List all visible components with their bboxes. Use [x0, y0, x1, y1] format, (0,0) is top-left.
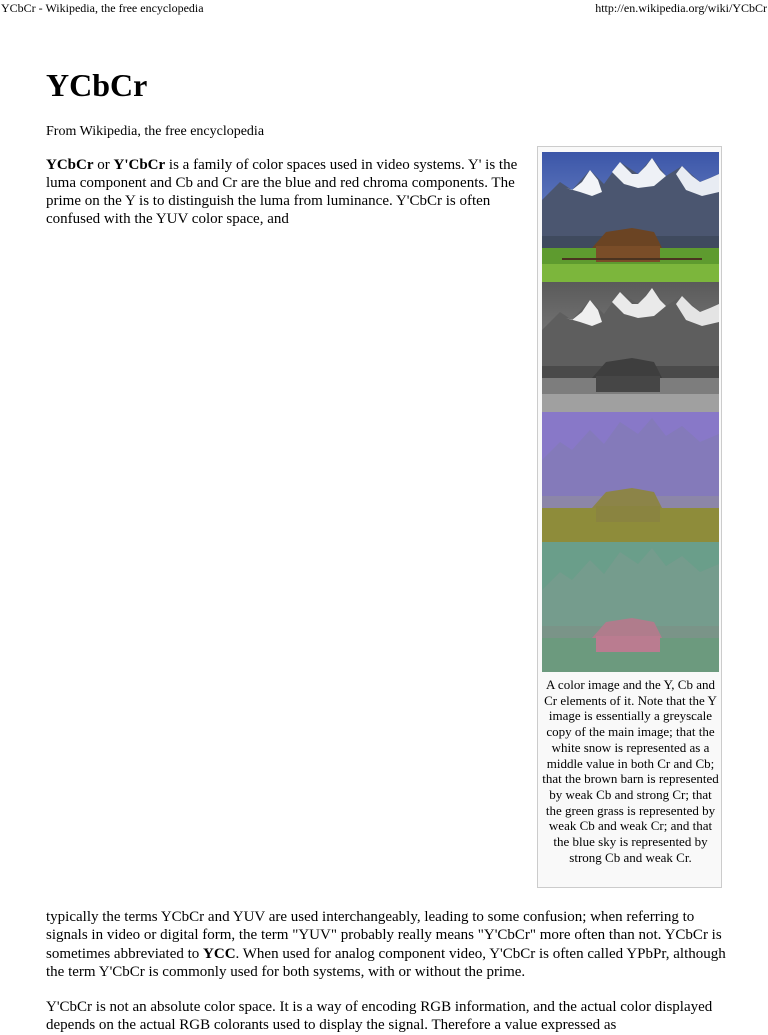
cr-chroma-panel [542, 542, 719, 672]
print-header-title: YCbCr - Wikipedia, the free encyclopedia [1, 1, 204, 15]
print-header [0, 0, 768, 16]
page-title: YCbCr [46, 67, 148, 103]
body-paragraph-continued [46, 908, 726, 981]
term-ycc: YCC [203, 945, 236, 962]
body-paragraph-next: Y'CbCr is not an absolute color space. It is a way of encoding RGB information, and the actual color displayed depends on the actual RGB colorants used to display the signal. Therefore a value expressed as [46, 999, 713, 1034]
intro-or: or [93, 157, 114, 173]
para-text-2: . When used for analog component video, Y'CbCr is often called YPbPr, although the term Y'CbCr is commonly used for both systems, with or without the prime. [46, 945, 726, 980]
intro-paragraph [46, 156, 520, 228]
term-y-prime-cbcr: Y'CbCr [113, 157, 166, 173]
tagline: From Wikipedia, the free encyclopedia [46, 124, 265, 139]
figure-thumbnail [537, 146, 722, 888]
cb-chroma-panel [542, 412, 719, 542]
intro-text: is a family of color spaces used in video systems. Y' is the luma component and Cb and Cr are the blue and red chroma components. The prime on the Y is to distinguish the luma from luminance. Y'CbCr is often confused with the YUV color space, and [46, 157, 518, 227]
figure-caption: A color image and the Y, Cb and Cr elements of it. Note that the Y image is essentially a greyscale copy of the main image; that the white snow is represented as a middle value in both Cr and Cb; that the brown barn is represented by weak Cb and strong Cr; that the green grass is represented by weak Cb and weak Cr; and that the blue sky is represented by strong Cb and weak Cr. [542, 677, 719, 865]
color-image-panel [542, 152, 719, 282]
print-header-url: http://en.wikipedia.org/wiki/YCbCr [595, 1, 767, 15]
term-ycbcr: YCbCr [46, 157, 94, 173]
figure-images[interactable] [542, 152, 719, 672]
ycbcr-decomposition-image [542, 152, 719, 672]
para-text-1: typically the terms YCbCr and YUV are used interchangeably, leading to some confusion; when referring to signals in video or digital form, the term "YUV" probably really means "Y'CbCr" more often than not. YCbCr is sometimes abbreviated to [46, 909, 722, 962]
y-luma-panel [542, 282, 719, 412]
